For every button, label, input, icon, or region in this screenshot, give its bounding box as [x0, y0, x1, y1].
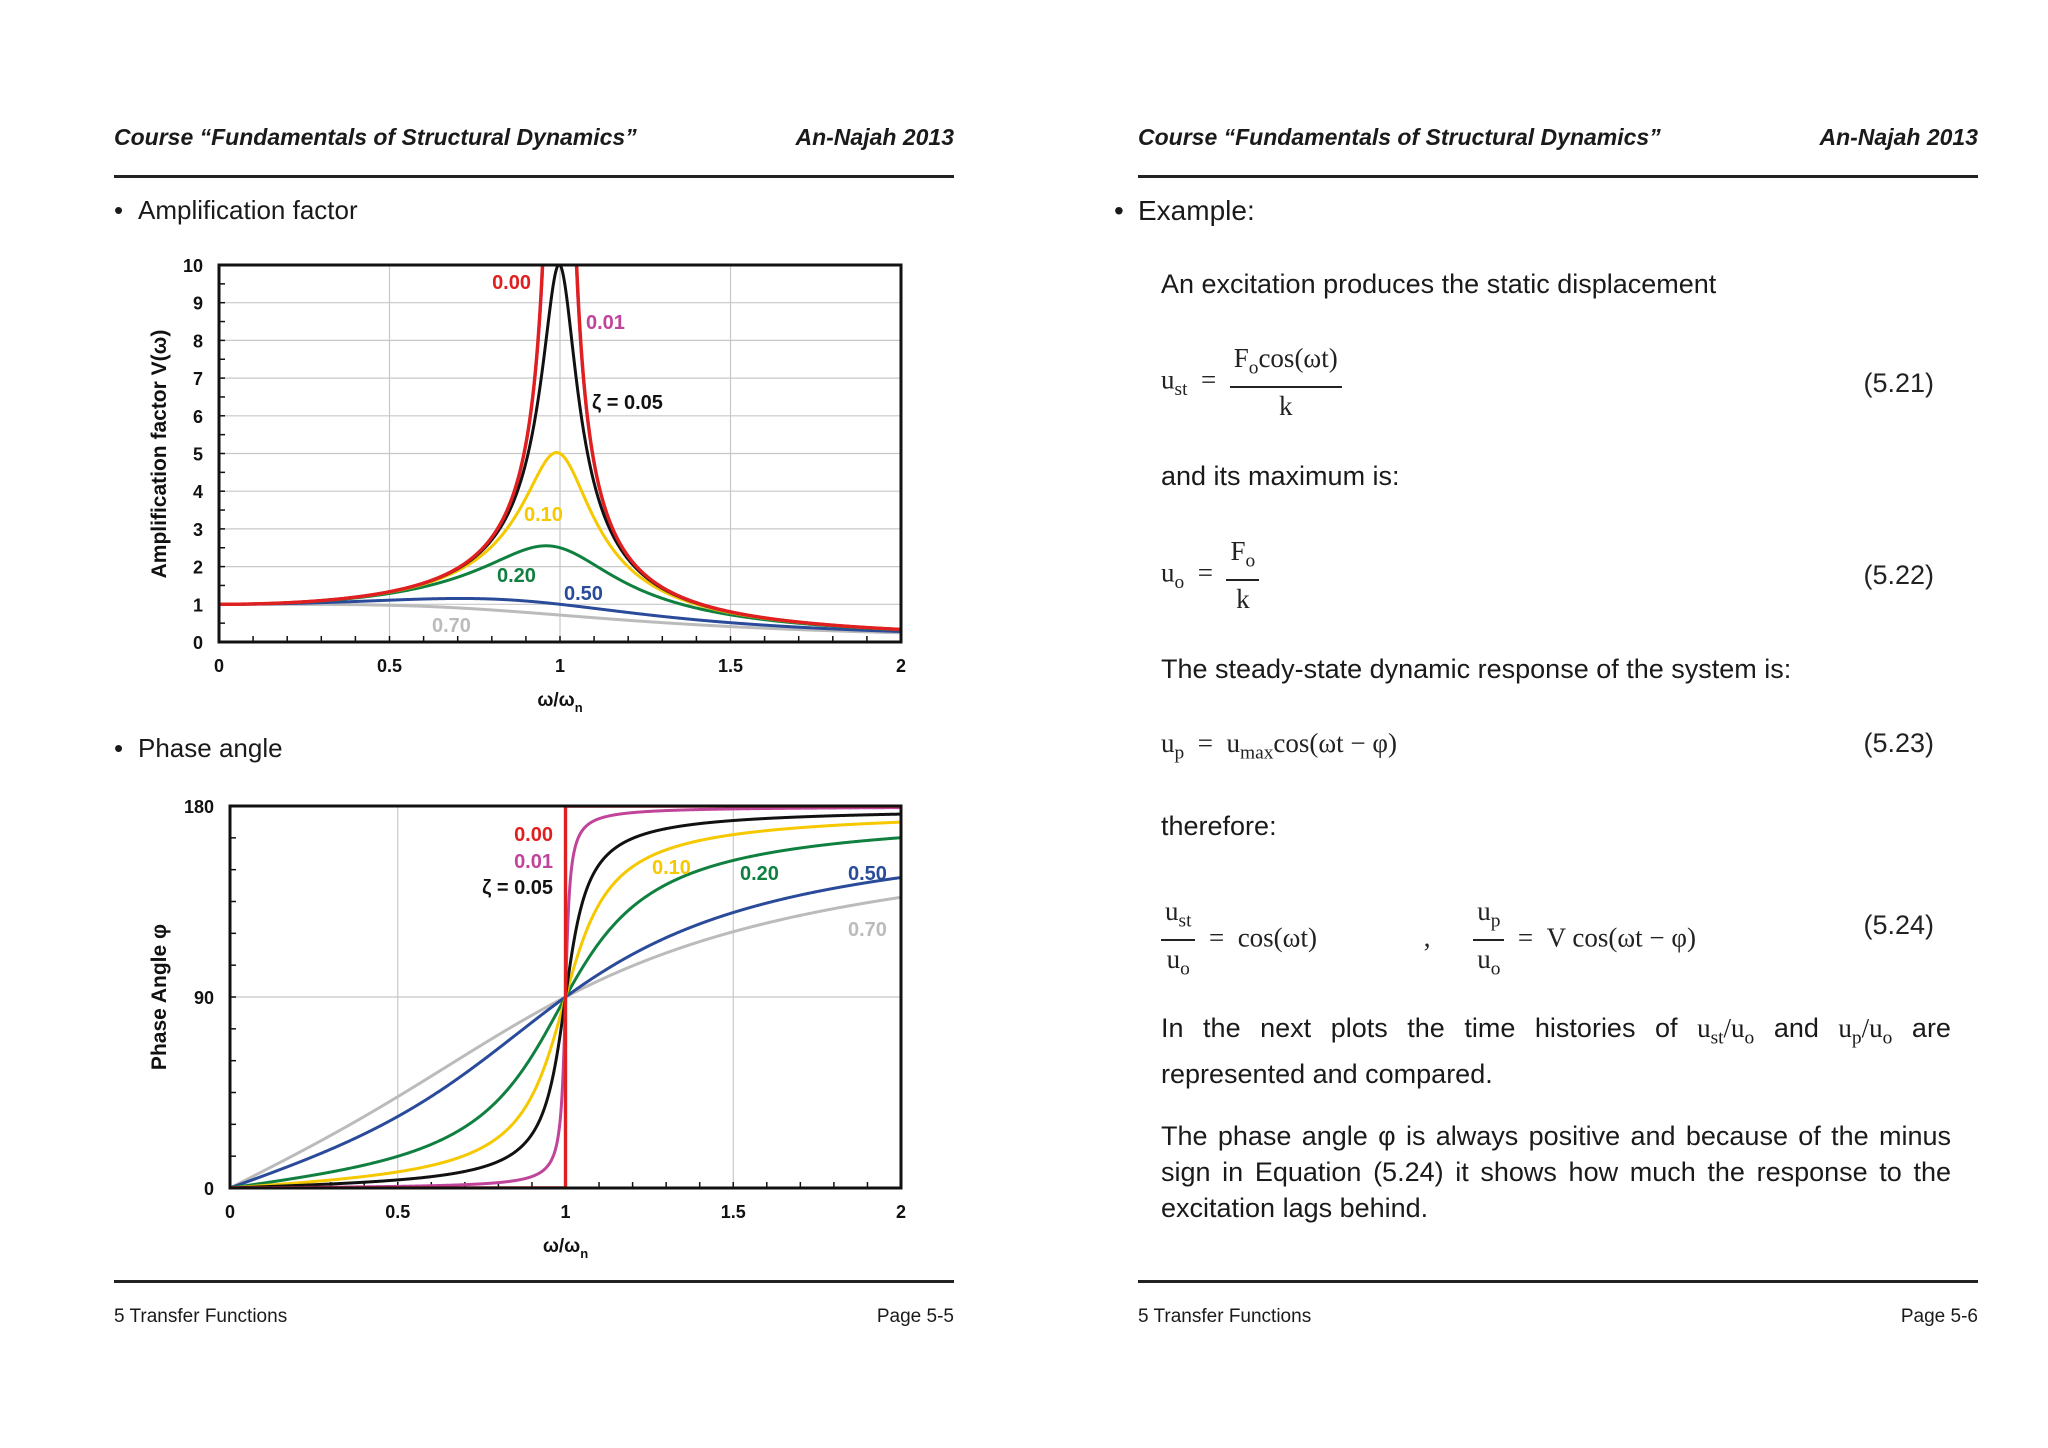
y-tick-label: 8 — [192, 331, 203, 352]
x-tick-label: 0.5 — [385, 1202, 411, 1222]
y-tick-label: 1 — [192, 595, 203, 616]
header-rule — [114, 175, 954, 178]
footer-page-number: Page 5-6 — [1900, 1306, 1978, 1327]
x-axis-label: $\omega/\omega_n$ — [537, 690, 583, 715]
equation-number: (5.24) — [1863, 910, 1934, 940]
series-label-0.20: 0.20 — [497, 565, 536, 587]
equation-number: (5.22) — [1863, 560, 1934, 590]
y-axis-label: Amplification factor V(ω) — [148, 329, 171, 579]
paragraph-time-histories: In the next plots the time histories of $u_{st}/u_o$ and $u_p/u_o$ are represented and compared. — [1161, 1013, 1951, 1090]
series-label-0.20: 0.20 — [740, 863, 779, 885]
y-tick-label: 90 — [193, 988, 214, 1008]
y-tick-label: 0 — [192, 633, 203, 653]
x-tick-label: 2 — [895, 656, 907, 676]
series-label-0.50: 0.50 — [848, 863, 887, 885]
footer-rule — [1138, 1280, 1978, 1283]
series-label-0.70: 0.70 — [432, 615, 471, 637]
y-tick-label: 10 — [182, 256, 203, 276]
institution-year: An-Najah 2013 — [1819, 124, 1978, 150]
x-tick-label: 1.5 — [720, 1202, 746, 1222]
paragraph-steady-state: The steady-state dynamic response of the system is: — [1161, 654, 1792, 684]
bullet-amplification: • Amplification factor — [114, 195, 358, 225]
page-header — [1138, 124, 1978, 154]
footer-section: 5 Transfer Functions — [114, 1306, 288, 1327]
x-tick-label: 0 — [213, 656, 225, 676]
y-tick-label: 0 — [203, 1179, 214, 1199]
series-label-0.10: 0.10 — [524, 504, 563, 526]
x-tick-label: 1 — [560, 1202, 571, 1222]
series-label-0.00: 0.00 — [492, 272, 531, 294]
y-tick-label: 2 — [192, 557, 203, 578]
footer-page-number: Page 5-5 — [876, 1306, 954, 1327]
footer-rule — [114, 1280, 954, 1283]
paragraph-therefore: therefore: — [1161, 811, 1277, 841]
bullet-example: • Example: — [1114, 195, 1255, 226]
equation-5-21: $u_{st}$ = $\frac{F_o\cos(\omega t)}{k}$ — [1161, 340, 1342, 424]
x-tick-label: 0 — [224, 1202, 236, 1222]
institution-year: An-Najah 2013 — [795, 124, 954, 150]
series-label-0.50: 0.50 — [564, 583, 603, 605]
series-label-0.05: ζ = 0.05 — [482, 877, 553, 899]
series-label-0.01: 0.01 — [514, 851, 553, 873]
paragraph-static-displacement: An excitation produces the static displacement — [1161, 269, 1717, 299]
y-tick-label: 4 — [192, 482, 203, 503]
equation-5-22: $u_o$ = $\frac{F_o}{k}$ — [1161, 533, 1259, 617]
x-tick-label: 1 — [554, 656, 566, 676]
paragraph-phase-angle: The phase angle φ is always positive and because of the minus sign in Equation (5.24) it shows how much the response to the excitation lags behind. — [1161, 1121, 1951, 1223]
y-tick-label: 3 — [192, 519, 203, 540]
equation-5-23: $u_p = u_{max}\cos(\omega t - \varphi)$ — [1161, 728, 1397, 764]
phase-angle-chart — [0, 780, 1000, 1280]
bullet-phase: • Phase angle — [114, 733, 283, 763]
course-title: Course “Fundamentals of Structural Dynamics” — [1138, 124, 1661, 150]
x-tick-label: 1.5 — [717, 656, 744, 676]
y-axis-label: Phase Angle φ — [148, 923, 171, 1071]
series-label-0.10: 0.10 — [652, 857, 691, 879]
course-title: Course “Fundamentals of Structural Dynamics” — [114, 124, 637, 150]
y-tick-label: 6 — [192, 406, 203, 427]
equation-number: (5.23) — [1863, 728, 1934, 758]
y-tick-label: 180 — [183, 797, 214, 817]
y-tick-label: 7 — [192, 369, 203, 390]
x-axis-label: $\omega/\omega_n$ — [542, 1236, 589, 1261]
series-label-0.01: 0.01 — [586, 312, 625, 334]
series-label-0.05: ζ = 0.05 — [592, 392, 663, 414]
x-tick-label: 2 — [895, 1202, 907, 1222]
footer-section: 5 Transfer Functions — [1138, 1306, 1312, 1327]
amplification-factor-chart — [0, 240, 1000, 780]
y-tick-label: 9 — [192, 293, 203, 314]
equation-number: (5.21) — [1863, 368, 1934, 398]
y-tick-label: 5 — [192, 444, 203, 465]
series-label-0.00: 0.00 — [514, 824, 553, 846]
header-rule — [1138, 175, 1978, 178]
x-tick-label: 0.5 — [376, 656, 403, 676]
paragraph-maximum: and its maximum is: — [1161, 461, 1400, 491]
page-header — [114, 124, 954, 154]
series-label-0.70: 0.70 — [848, 919, 887, 941]
equation-5-24: $\frac{u_{st}}{u_o}$ = cos(ωt) , $\frac{u_p}{u_o}$ = V cos(ωt − φ) — [1161, 893, 1696, 988]
